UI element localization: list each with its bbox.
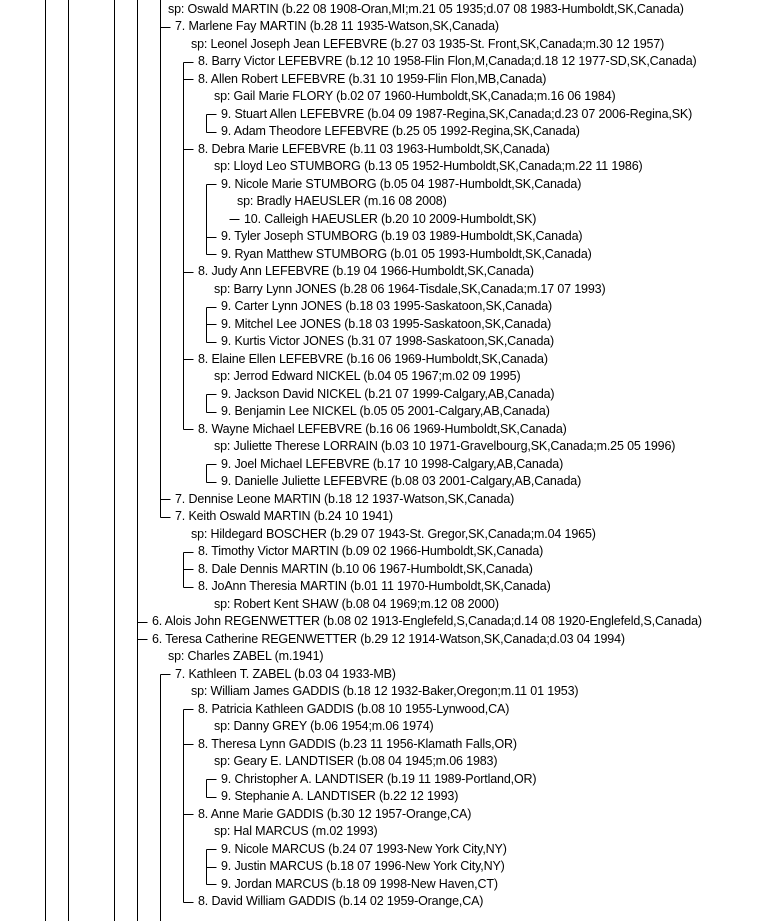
person-entry: 8. Debra Marie LEFEBVRE (b.11 03 1963-Humboldt,SK,Canada) xyxy=(198,141,550,156)
person-entry: 8. Anne Marie GADDIS (b.30 12 1957-Orange,CA) xyxy=(198,806,472,821)
person-entry: 8. David William GADDIS (b.14 02 1959-Orange,CA) xyxy=(198,894,484,908)
spouse-entry: sp: Gail Marie FLORY (b.02 07 1960-Humboldt,SK,Canada;m.16 06 1984) xyxy=(214,89,616,103)
person-entry: 8. JoAnn Theresia MARTIN (b.01 11 1970-Humboldt,SK,Canada) xyxy=(198,579,551,593)
person-entry: 9. Danielle Juliette LEFEBVRE (b.08 03 2001-Calgary,AB,Canada) xyxy=(221,474,582,488)
person-entry: 9. Justin MARCUS (b.18 07 1996-New York City,NY) xyxy=(221,859,505,873)
spouse-entry: sp: Barry Lynn JONES (b.28 06 1964-Tisdale,SK,Canada;m.17 07 1993) xyxy=(214,281,606,296)
person-entry: 8. Theresa Lynn GADDIS (b.23 11 1956-Klamath Falls,OR) xyxy=(198,736,517,751)
person-entry: 8. Allen Robert LEFEBVRE (b.31 10 1959-Flin Flon,MB,Canada) xyxy=(198,71,547,86)
spouse-entry: sp: Hildegard BOSCHER (b.29 07 1943-St. Gregor,SK,Canada;m.04 1965) xyxy=(191,526,596,541)
person-entry: 9. Tyler Joseph STUMBORG (b.19 03 1989-Humboldt,SK,Canada) xyxy=(221,229,583,243)
person-entry: 8. Wayne Michael LEFEBVRE (b.16 06 1969-Humboldt,SK,Canada) xyxy=(198,421,567,436)
person-entry: 8. Dale Dennis MARTIN (b.10 06 1967-Humboldt,SK,Canada) xyxy=(198,561,533,576)
spouse-entry: sp: Bradly HAEUSLER (m.16 08 2008) xyxy=(237,194,447,208)
person-entry: 6. Alois John REGENWETTER (b.08 02 1913-Englefeld,S,Canada;d.14 08 1920-Englefeld,S,Canada) xyxy=(152,614,702,628)
spouse-entry: sp: Oswald MARTIN (b.22 08 1908-Oran,MI;m.21 05 1935;d.07 08 1983-Humboldt,SK,Canada) xyxy=(168,1,684,16)
spouse-entry: sp: Jerrod Edward NICKEL (b.04 05 1967;m.02 09 1995) xyxy=(214,369,521,383)
spouse-entry: sp: Danny GREY (b.06 1954;m.06 1974) xyxy=(214,719,434,733)
person-entry: 9. Mitchel Lee JONES (b.18 03 1995-Saskatoon,SK,Canada) xyxy=(221,316,552,331)
person-entry: 9. Stuart Allen LEFEBVRE (b.04 09 1987-Regina,SK,Canada;d.23 07 2006-Regina,SK) xyxy=(221,106,693,121)
person-entry: 7. Dennise Leone MARTIN (b.18 12 1937-Watson,SK,Canada) xyxy=(175,491,515,506)
person-entry: 9. Kurtis Victor JONES (b.31 07 1998-Saskatoon,SK,Canada) xyxy=(221,334,555,348)
person-entry: 9. Joel Michael LEFEBVRE (b.17 10 1998-Calgary,AB,Canada) xyxy=(221,456,564,471)
person-entry: 8. Elaine Ellen LEFEBVRE (b.16 06 1969-Humboldt,SK,Canada) xyxy=(198,351,548,366)
person-entry: 9. Benjamin Lee NICKEL (b.05 05 2001-Calgary,AB,Canada) xyxy=(221,404,550,418)
spouse-entry: sp: Charles ZABEL (m.1941) xyxy=(168,649,324,663)
spouse-entry: sp: William James GADDIS (b.18 12 1932-Baker,Oregon;m.11 01 1953) xyxy=(191,684,579,698)
person-entry: 9. Jackson David NICKEL (b.21 07 1999-Calgary,AB,Canada) xyxy=(221,386,555,401)
person-entry: 9. Jordan MARCUS (b.18 09 1998-New Haven,CT) xyxy=(221,876,498,891)
person-entry: 9. Nicole MARCUS (b.24 07 1993-New York City,NY) xyxy=(221,841,507,856)
person-entry: 9. Stephanie A. LANDTISER (b.22 12 1993) xyxy=(221,789,459,803)
person-entry: 7. Marlene Fay MARTIN (b.28 11 1935-Watson,SK,Canada) xyxy=(175,19,499,33)
person-entry: 7. Keith Oswald MARTIN (b.24 10 1941) xyxy=(175,509,393,523)
person-entry: 9. Carter Lynn JONES (b.18 03 1995-Saskatoon,SK,Canada) xyxy=(221,299,553,313)
spouse-entry: sp: Hal MARCUS (m.02 1993) xyxy=(214,824,378,838)
person-entry: 9. Adam Theodore LEFEBVRE (b.25 05 1992-Regina,SK,Canada) xyxy=(221,124,580,138)
person-entry: 8. Patricia Kathleen GADDIS (b.08 10 1955-Lynwood,CA) xyxy=(198,701,510,716)
person-entry: 10. Calleigh HAEUSLER (b.20 10 2009-Humboldt,SK) xyxy=(244,211,537,226)
person-entry: 9. Nicole Marie STUMBORG (b.05 04 1987-Humboldt,SK,Canada) xyxy=(221,176,582,191)
spouse-entry: sp: Lloyd Leo STUMBORG (b.13 05 1952-Humboldt,SK,Canada;m.22 11 1986) xyxy=(214,159,643,173)
person-entry: 7. Kathleen T. ZABEL (b.03 04 1933-MB) xyxy=(175,666,396,681)
person-entry: 6. Teresa Catherine REGENWETTER (b.29 12 1914-Watson,SK,Canada;d.03 04 1994) xyxy=(152,631,625,646)
spouse-entry: sp: Geary E. LANDTISER (b.08 04 1945;m.06 1983) xyxy=(214,754,498,768)
person-entry: 8. Judy Ann LEFEBVRE (b.19 04 1966-Humboldt,SK,Canada) xyxy=(198,264,534,278)
person-entry: 8. Barry Victor LEFEBVRE (b.12 10 1958-Flin Flon,M,Canada;d.18 12 1977-SD,SK,Canada) xyxy=(198,54,697,68)
person-entry: 9. Ryan Matthew STUMBORG (b.01 05 1993-Humboldt,SK,Canada) xyxy=(221,246,592,261)
spouse-entry: sp: Leonel Joseph Jean LEFEBVRE (b.27 03 1935-St. Front,SK,Canada;m.30 12 1957) xyxy=(191,36,665,51)
spouse-entry: sp: Juliette Therese LORRAIN (b.03 10 1971-Gravelbourg,SK,Canada;m.25 05 1996) xyxy=(214,439,676,453)
spouse-entry: sp: Robert Kent SHAW (b.08 04 1969;m.12 08 2000) xyxy=(214,596,499,611)
person-entry: 9. Christopher A. LANDTISER (b.19 11 1989-Portland,OR) xyxy=(221,771,537,786)
person-entry: 8. Timothy Victor MARTIN (b.09 02 1966-Humboldt,SK,Canada) xyxy=(198,544,544,558)
